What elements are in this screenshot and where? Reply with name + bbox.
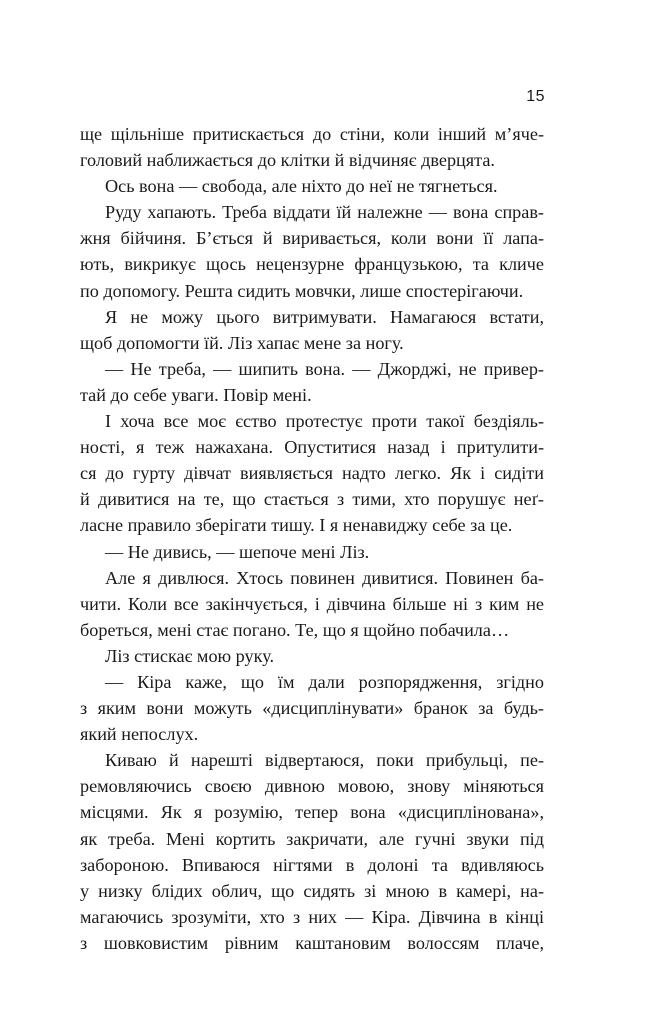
text-line: ності, я теж нажахана. Опуститися назад і притулити- — [80, 437, 544, 458]
text-line: Руду хапають. Треба віддати їй належне — вона справ- — [105, 202, 544, 223]
text-line: по допомогу. Решта сидить мовчки, лише спостерігаючи. — [80, 280, 524, 301]
text-line: й дивитися на те, що стається з тими, хто порушує неґ- — [80, 489, 544, 510]
text-line: який непослух. — [80, 724, 199, 745]
text-line: ремовляючись своєю дивною мовою, знову міняються — [80, 776, 544, 797]
text-line: головий наближається до клітки й відчиняє дверцята. — [80, 150, 495, 171]
text-line: — Кіра каже, що їм дали розпорядження, згідно — [105, 671, 544, 692]
text-line: — Не дивись, — шепоче мені Ліз. — [105, 541, 370, 562]
body-text — [80, 121, 544, 956]
text-line: як треба. Мені кортить закричати, але гучні звуки під — [80, 828, 544, 849]
text-line: Ліз стискає мою руку. — [105, 645, 275, 666]
text-line: Я не можу цього витримувати. Намагаюся встати, — [105, 306, 544, 327]
text-line: з яким вони можуть «дисциплінувати» бранок за будь- — [80, 698, 544, 719]
text-line: ють, викрикує щось нецензурне французькою, та кличе — [80, 254, 544, 275]
text-line: забороною. Впиваюся нігтями в долоні та вдивляюсь — [80, 854, 544, 875]
page-number: 15 — [526, 88, 545, 105]
text-line: Киваю й нарешті відвертаюся, поки прибульці, пе- — [105, 750, 544, 771]
text-line: з шовковистим рівним каштановим волоссям плаче, — [80, 932, 544, 953]
text-line: магаючись зрозуміти, хто з них — Кіра. Дівчина в кінці — [80, 906, 544, 927]
text-line: І хоча все моє єство протестує проти такої бездіяль- — [105, 411, 544, 432]
text-line: чити. Коли все закінчується, і дівчина більше ні з ким не — [80, 593, 544, 614]
text-line: тай до себе уваги. Повір мені. — [80, 384, 312, 405]
text-line: ще щільніше притискається до стіни, коли інший м’яче- — [80, 124, 544, 144]
text-line: жня бійчиня. Б’ється й виривається, коли вони її лапа- — [80, 228, 544, 249]
text-line: Ось вона — свобода, але ніхто до неї не тягнеться. — [105, 176, 498, 197]
text-line: бореться, мені стає погано. Те, що я щойно побачила… — [80, 619, 510, 640]
text-line: місцями. Як я розумію, тепер вона «дисциплінована», — [80, 802, 544, 823]
text-line: — Не треба, — шипить вона. — Джорджі, не привер- — [105, 358, 544, 379]
text-line: щоб допомогти їй. Ліз хапає мене за ногу. — [80, 332, 404, 353]
text-line: ласне правило зберігати тишу. І я ненавиджу себе за це. — [80, 515, 513, 536]
text-line: Але я дивлюся. Хтось повинен дивитися. Повинен ба- — [105, 567, 544, 588]
text-line: ся до гурту дівчат виявляється надто легко. Як і сидіти — [80, 463, 544, 484]
text-line: у низку блідих облич, що сидять зі мною в камері, на- — [80, 880, 544, 901]
